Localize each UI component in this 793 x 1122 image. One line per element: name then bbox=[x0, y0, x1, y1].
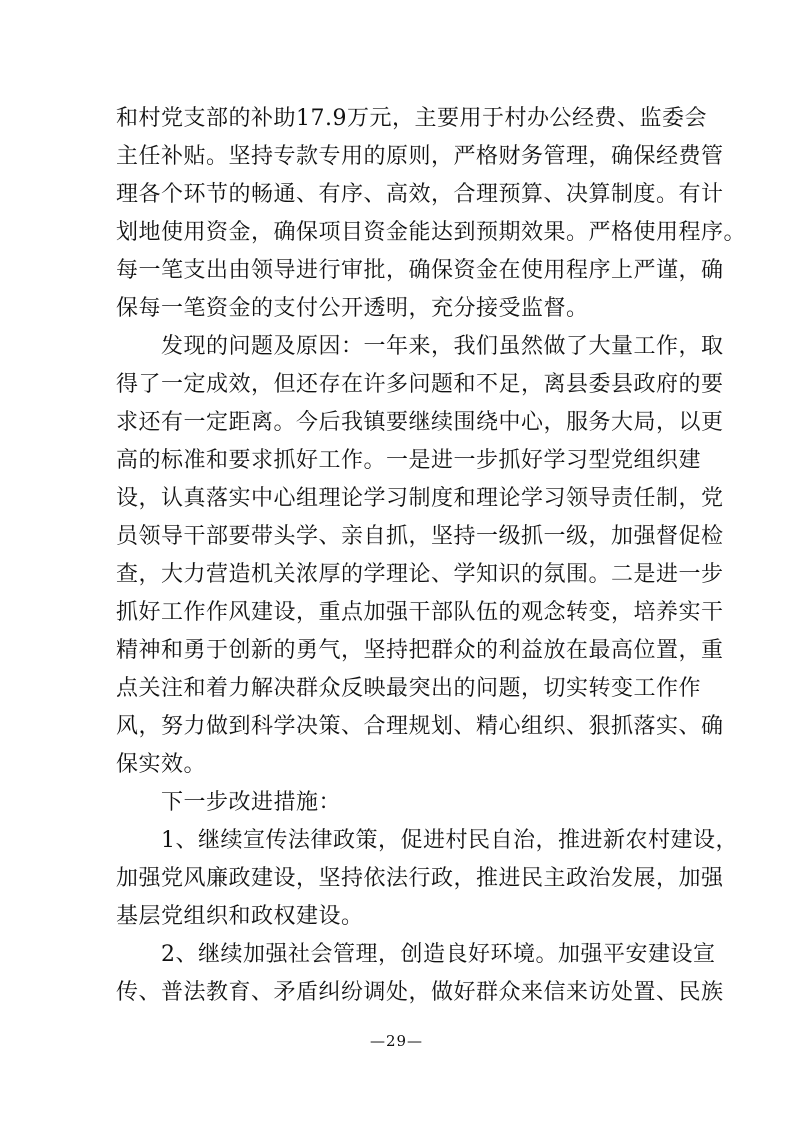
text-line: 风，努力做到科学决策、合理规划、精心组织、狠抓落实、确 bbox=[116, 714, 724, 739]
text-line: 保每一笔资金的支付公开透明，充分接受监督。 bbox=[116, 296, 589, 321]
text-line: 理各个环节的畅通、有序、高效，合理预算、决算制度。有计 bbox=[116, 182, 724, 207]
text-line: 得了一定成效，但还存在许多问题和不足，离县委县政府的要 bbox=[116, 372, 724, 397]
text-line: 传、普法教育、矛盾纠纷调处，做好群众来信来访处置、民族 bbox=[116, 980, 724, 1005]
text-line: 设，认真落实中心组理论学习制度和理论学习领导责任制，党 bbox=[116, 486, 724, 511]
text-line: 主任补贴。坚持专款专用的原则，严格财务管理，确保经费管 bbox=[116, 144, 724, 169]
text-line: 精神和勇于创新的勇气，坚持把群众的利益放在最高位置，重 bbox=[116, 638, 724, 663]
text-line: 每一笔支出由领导进行审批，确保资金在使用程序上严谨，确 bbox=[116, 258, 724, 283]
text-line: 加强党风廉政建设，坚持依法行政，推进民主政治发展，加强 bbox=[116, 866, 724, 891]
text-line: 发现的问题及原因：一年来，我们虽然做了大量工作，取 bbox=[116, 334, 724, 359]
text-line: 下一步改进措施： bbox=[116, 790, 342, 815]
text-line: 抓好工作作风建设，重点加强干部队伍的观念转变，培养实干 bbox=[116, 600, 724, 625]
text-line: 1、继续宣传法律政策，促进村民自治，推进新农村建设， bbox=[116, 828, 738, 853]
text-line: 和村党支部的补助17.9万元，主要用于村办公经费、监委会 bbox=[116, 106, 707, 131]
text-line: 求还有一定距离。今后我镇要继续围绕中心，服务大局，以更 bbox=[116, 410, 724, 435]
text-line: 划地使用资金，确保项目资金能达到预期效果。严格使用程序。 bbox=[116, 220, 747, 245]
text-line: 高的标准和要求抓好工作。一是进一步抓好学习型党组织建 bbox=[116, 448, 702, 473]
page-number: —29— bbox=[369, 1032, 424, 1050]
text-line: 保实效。 bbox=[116, 752, 207, 777]
text-line: 2、继续加强社会管理，创造良好环境。加强平安建设宣 bbox=[116, 942, 716, 967]
text-line: 查，大力营造机关浓厚的学理论、学知识的氛围。二是进一步 bbox=[116, 562, 724, 587]
text-line: 员领导干部要带头学、亲自抓，坚持一级抓一级，加强督促检 bbox=[116, 524, 724, 549]
text-line: 点关注和着力解决群众反映最突出的问题，切实转变工作作 bbox=[116, 676, 702, 701]
text-line: 基层党组织和政权建设。 bbox=[116, 904, 364, 929]
